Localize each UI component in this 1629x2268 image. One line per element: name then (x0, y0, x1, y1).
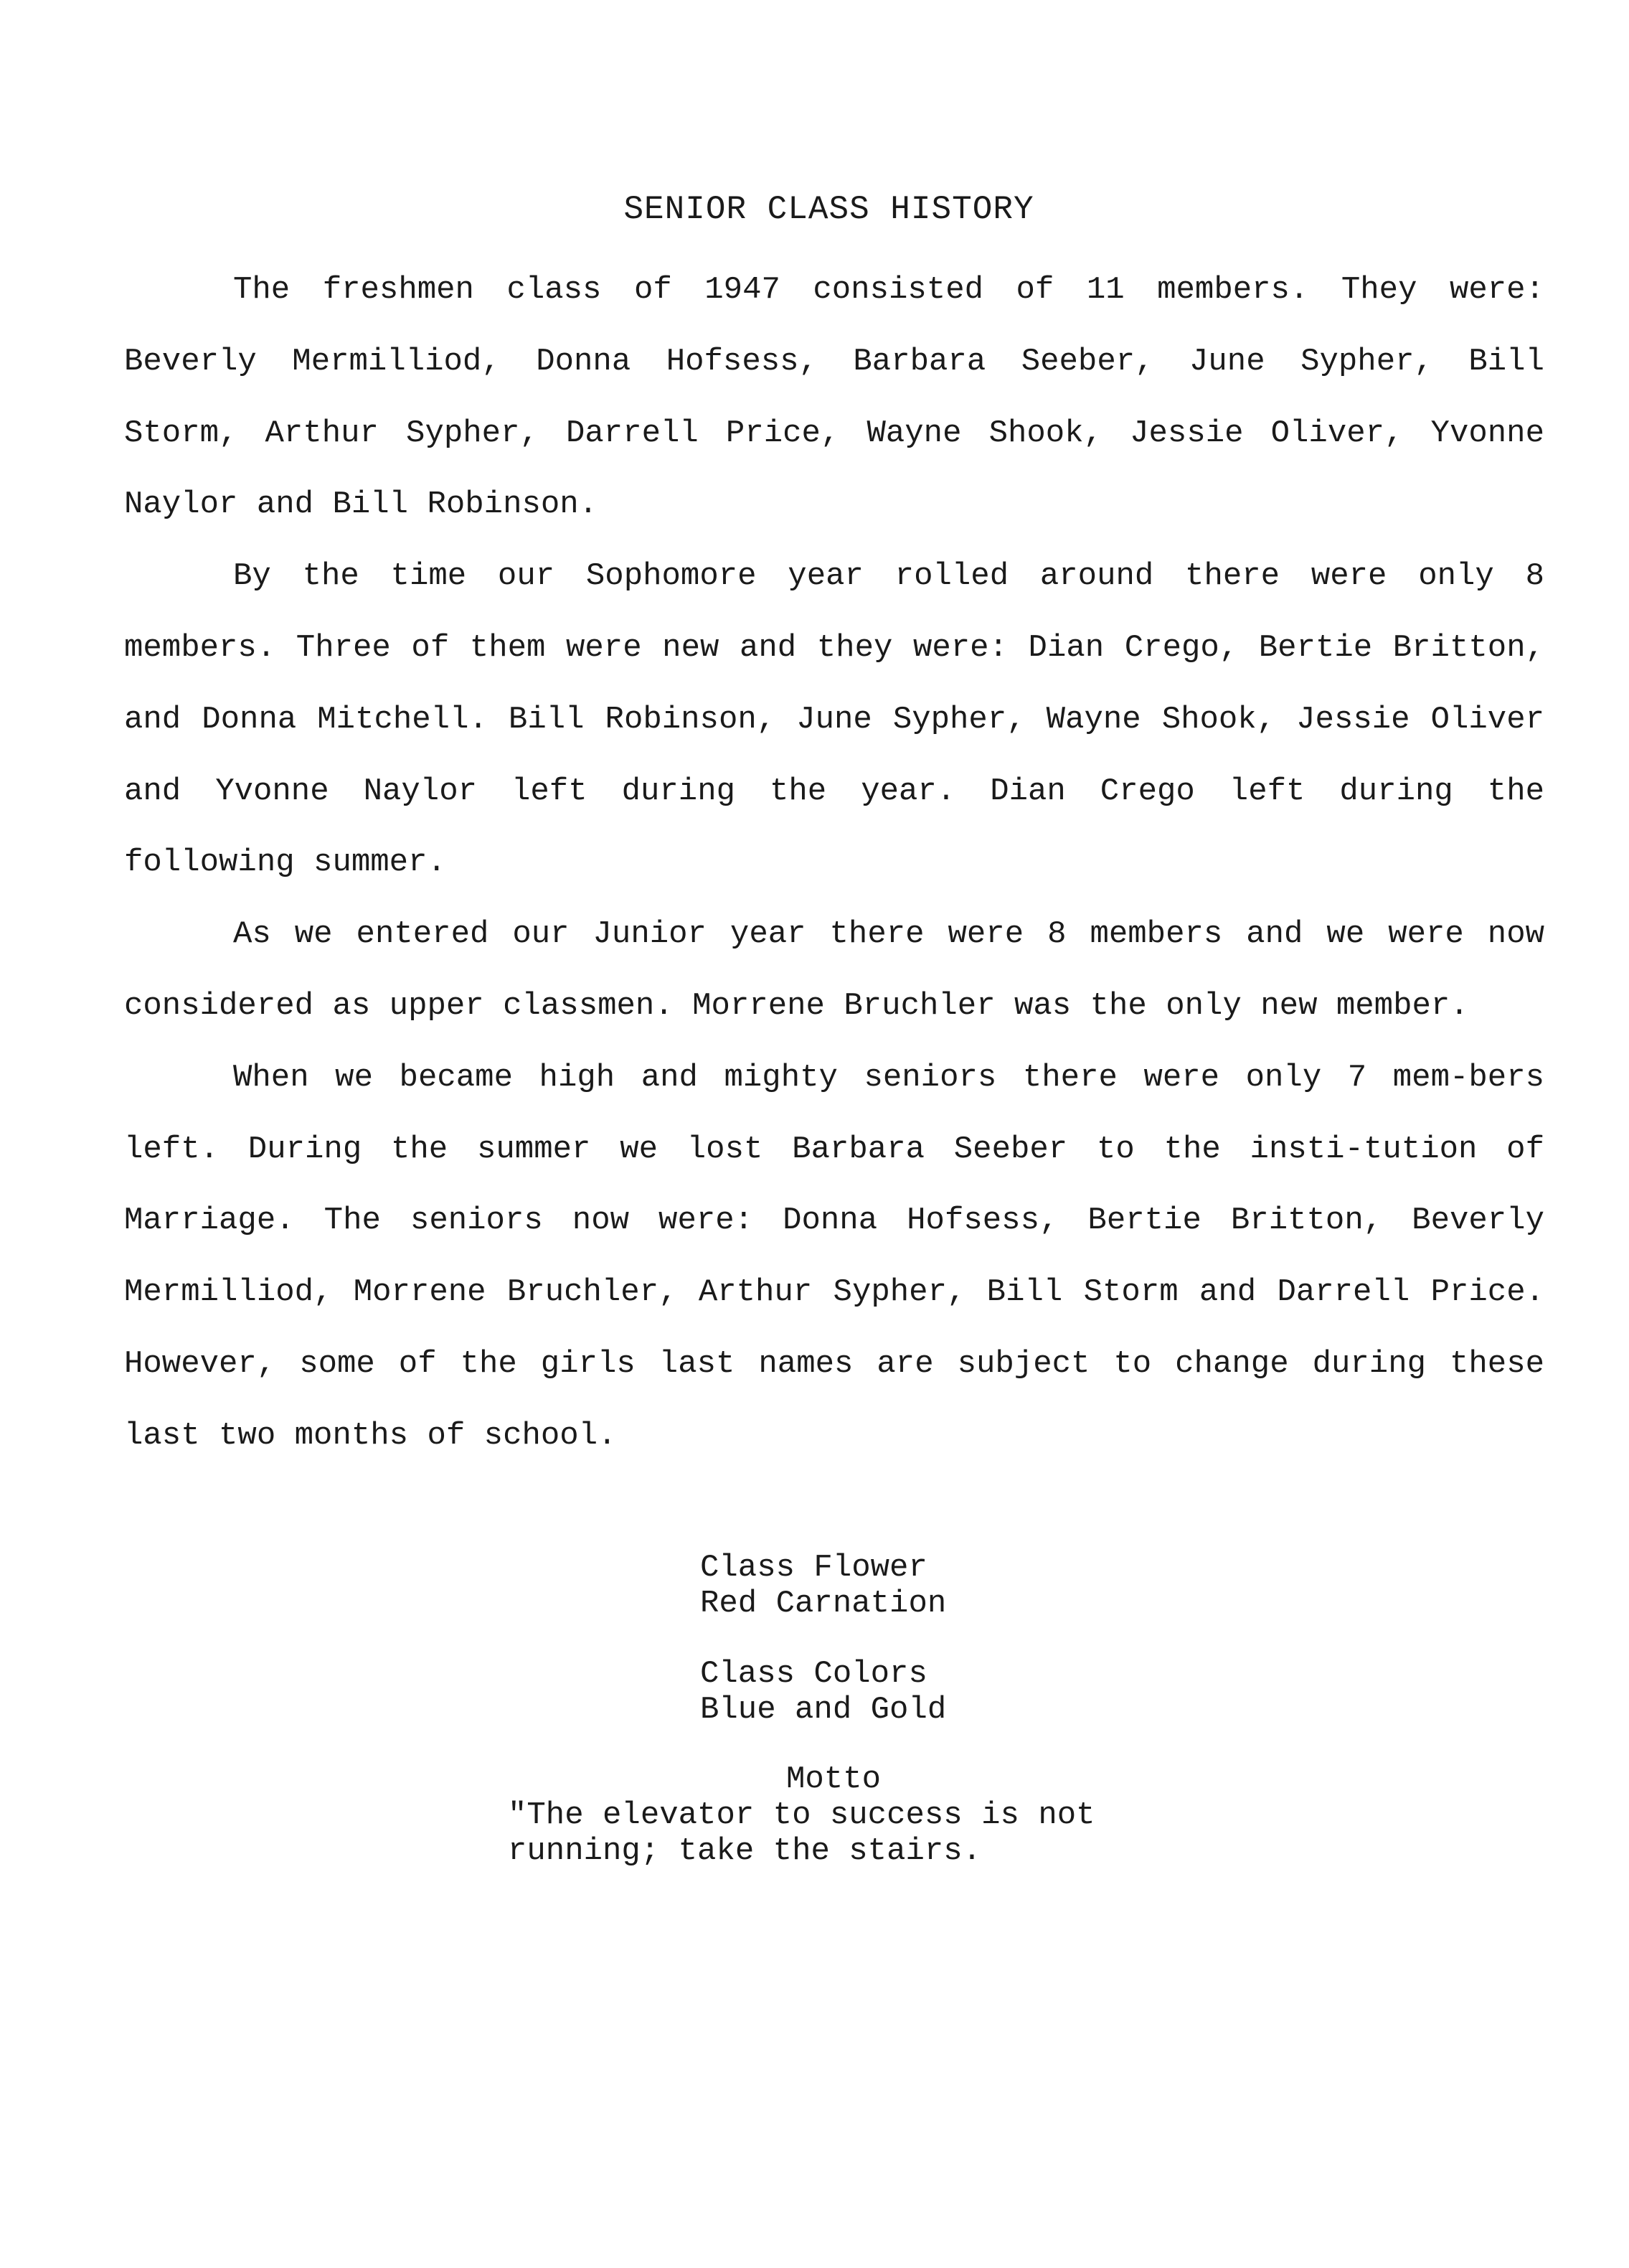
paragraph-junior-year: As we entered our Junior year there were 8 members and we were now considered as upper classmen. Morrene Bruchler was the only new member. (124, 916, 1544, 1024)
class-colors-block (700, 1656, 946, 1728)
class-colors-label: Class Colors (700, 1656, 927, 1692)
motto-label: Motto (786, 1761, 882, 1797)
page-title: SENIOR CLASS HISTORY (623, 191, 1034, 228)
motto-line-2: running; take the stairs. (508, 1833, 982, 1869)
paragraph-sophomore-year: By the time our Sophomore year rolled around there were only 8 members. Three of them were new and they were: Dian Crego, Bertie Britton, and Donna Mitchell. Bill Robinson, June Sypher, Wayne Shook, Jessie Oliver and Yvonne Naylor left during the year. Dian Crego left during the following summer. (124, 558, 1544, 881)
class-colors-value: Blue and Gold (700, 1692, 947, 1728)
class-details (700, 1550, 946, 1762)
motto-line-1: "The elevator to success is not (508, 1797, 1095, 1833)
paragraph-freshman-year: The freshmen class of 1947 consisted of 11 members. They were: Beverly Mermilliod, Donna Hofsess, Barbara Seeber, June Sypher, Bill Storm, Arthur Sypher, Darrell Price, Wayne Shook, Jessie Oliver, Yvonne Naylor and Bill Robinson. (124, 272, 1544, 523)
motto-block (508, 1761, 1153, 1869)
class-flower-block (700, 1550, 946, 1622)
class-flower-value: Red Carnation (700, 1586, 947, 1622)
class-flower-label: Class Flower (700, 1550, 927, 1586)
paragraph-senior-year: When we became high and mighty seniors there were only 7 mem-bers left. During the summer we lost Barbara Seeber to the insti-tution of Marriage. The seniors now were: Donna Hofsess, Bertie Britton, Beverly Mermilliod, Morrene Bruchler, Arthur Sypher, Bill Storm and Darrell Price. However, some of the girls last names are subject to change during these last two months of school. (124, 1059, 1544, 1454)
history-body (124, 255, 1544, 1472)
